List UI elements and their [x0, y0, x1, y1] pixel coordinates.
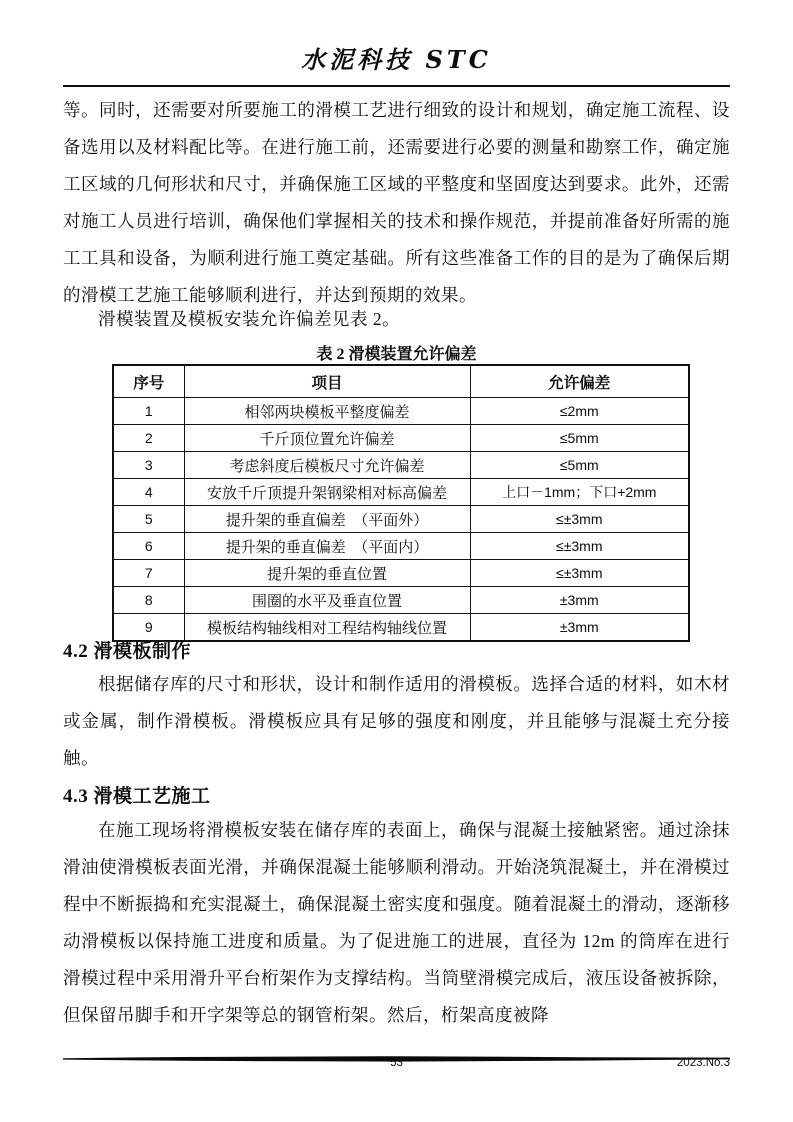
col-header-seq: 序号	[113, 365, 184, 398]
cell-deviation: ±3mm	[470, 614, 689, 642]
cell-seq: 4	[113, 479, 184, 506]
cell-item: 提升架的垂直位置	[184, 560, 470, 587]
cell-item: 围圈的水平及垂直位置	[184, 587, 470, 614]
table-row	[113, 587, 689, 614]
cell-deviation: ≤2mm	[470, 398, 689, 425]
table-row	[113, 479, 689, 506]
cell-deviation: ±3mm	[470, 587, 689, 614]
table-row	[113, 398, 689, 425]
footer-rule	[63, 1049, 730, 1055]
cell-item: 考虑斜度后模板尺寸允许偏差	[184, 452, 470, 479]
paragraph-table-intro: 滑模装置及模板安装允许偏差见表 2。	[98, 309, 401, 329]
cell-deviation: ≤±3mm	[470, 533, 689, 560]
cell-item: 提升架的垂直偏差 （平面外）	[184, 506, 470, 533]
cell-seq: 6	[113, 533, 184, 560]
col-header-item: 项目	[184, 365, 470, 398]
section-heading-4-2: 4.2 滑模板制作	[63, 641, 192, 662]
cell-item: 安放千斤顶提升架钢梁相对标高偏差	[184, 479, 470, 506]
cell-deviation: ≤±3mm	[470, 560, 689, 587]
table-row	[113, 425, 689, 452]
cell-item: 模板结构轴线相对工程结构轴线位置	[184, 614, 470, 642]
footer-page-number: 53	[390, 1057, 403, 1069]
allowable-deviation-table	[112, 364, 690, 642]
cell-seq: 8	[113, 587, 184, 614]
table-header-row	[113, 365, 689, 398]
section-4-3-paragraph: 在施工现场将滑模板安装在储存库的表面上，确保与混凝土接触紧密。通过涂抹滑油使滑模板表面光滑，并确保混凝土能够顺利滑动。开始浇筑混凝土，并在滑模过程中不断振捣和充实混凝土，确保混凝土密实度和强度。随着混凝土的滑动，逐渐移动滑模板以保持施工进度和质量。为了促进施工的进展，直径为 12m 的筒库在进行滑模过程中采用滑升平台桁架作为支撑结构。当筒壁滑模完成后，液压设备被拆除，但保留吊脚手和开字架等总的钢管桁架。然后，桁架高度被降	[63, 820, 730, 1025]
footer-issue-number: 2023.No.3	[676, 1057, 730, 1069]
header-rule	[63, 85, 730, 87]
cell-seq: 5	[113, 506, 184, 533]
cell-item: 提升架的垂直偏差 （平面内）	[184, 533, 470, 560]
cell-item: 千斤顶位置允许偏差	[184, 425, 470, 452]
cell-seq: 1	[113, 398, 184, 425]
col-header-deviation: 允许偏差	[470, 365, 689, 398]
table-row	[113, 560, 689, 587]
cell-deviation: 上口－1mm；下口+2mm	[470, 479, 689, 506]
table-caption: 表 2 滑模装置允许偏差	[316, 346, 477, 363]
cell-seq: 7	[113, 560, 184, 587]
journal-title: 水泥科技 STC	[301, 45, 492, 74]
table-row	[113, 506, 689, 533]
paragraph-continued: 等。同时，还需要对所要施工的滑模工艺进行细致的设计和规划，确定施工流程、设备选用以及材料配比等。在进行施工前，还需要进行必要的测量和勘察工作，确定施工区域的几何形状和尺寸，并确保施工区域的平整度和坚固度达到要求。此外，还需对施工人员进行培训，确保他们掌握相关的技术和操作规范，并提前准备好所需的施工工具和设备，为顺利进行施工奠定基础。所有这些准备工作的目的是为了确保后期的滑模工艺施工能够顺利进行，并达到预期的效果。	[63, 100, 730, 305]
cell-seq: 9	[113, 614, 184, 642]
cell-deviation: ≤5mm	[470, 452, 689, 479]
cell-seq: 3	[113, 452, 184, 479]
table-row	[113, 452, 689, 479]
table-row	[113, 533, 689, 560]
cell-seq: 2	[113, 425, 184, 452]
section-heading-4-3: 4.3 滑模工艺施工	[63, 786, 211, 807]
cell-item: 相邻两块模板平整度偏差	[184, 398, 470, 425]
section-4-2-paragraph: 根据储存库的尺寸和形状，设计和制作适用的滑模板。选择合适的材料，如木材或金属，制作滑模板。滑模板应具有足够的强度和刚度，并且能够与混凝土充分接触。	[63, 674, 730, 768]
cell-deviation: ≤±3mm	[470, 506, 689, 533]
cell-deviation: ≤5mm	[470, 425, 689, 452]
